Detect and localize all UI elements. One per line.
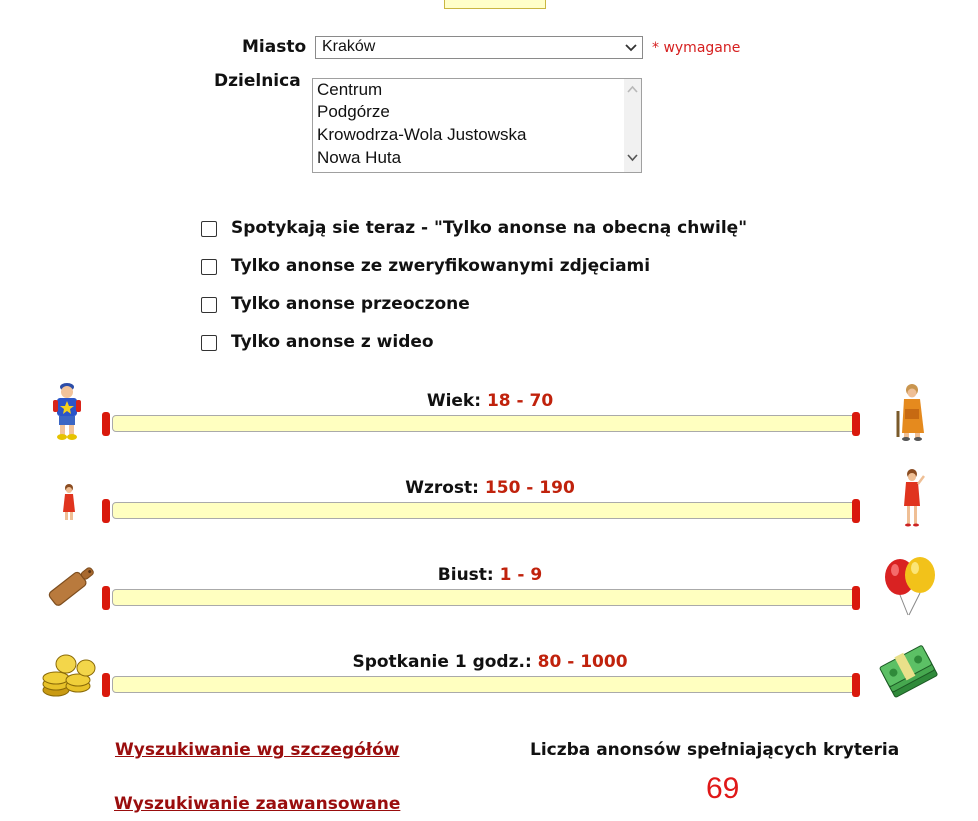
height-min-handle[interactable] (102, 499, 110, 523)
district-option[interactable]: Krowodrza-Wola Justowska (317, 125, 527, 144)
price-slider (0, 652, 978, 732)
age-track[interactable] (112, 415, 856, 432)
listbox-scrollbar[interactable] (624, 79, 641, 172)
city-label: Miasto (242, 37, 307, 57)
chevron-down-icon[interactable] (626, 153, 639, 163)
chevron-up-icon[interactable] (626, 84, 639, 94)
filter-missed-label[interactable]: Tylko anonse przeoczone (231, 294, 470, 314)
bust-slider (0, 565, 978, 645)
price-max-handle[interactable] (852, 673, 860, 697)
age-range-value: 18 - 70 (486, 391, 554, 411)
cutting-board-icon (40, 555, 100, 617)
advanced-search-link[interactable]: Wyszukiwanie zaawansowane (114, 794, 401, 814)
bust-min-handle[interactable] (102, 586, 110, 610)
filter-verified-label[interactable]: Tylko anonse ze zweryfikowanymi zdjęciami (231, 256, 651, 276)
city-selected-value: Kraków (322, 38, 376, 55)
bust-slider-title (100, 565, 880, 585)
district-option[interactable]: Podgórze (317, 102, 390, 121)
height-slider-title (100, 478, 880, 498)
price-range-value: 80 - 1000 (537, 652, 628, 672)
age-min-handle[interactable] (102, 412, 110, 436)
results-count-value: 69 (706, 772, 740, 805)
price-track[interactable] (112, 676, 856, 693)
filter-video-checkbox[interactable] (201, 335, 217, 351)
district-label: Dzielnica (214, 71, 301, 91)
price-min-handle[interactable] (102, 673, 110, 697)
results-count-title: Liczba anonsów spełniających kryteria (530, 740, 900, 760)
height-max-handle[interactable] (852, 499, 860, 523)
boy-icon (40, 381, 100, 443)
age-slider-title (100, 391, 880, 411)
bust-range-value: 1 - 9 (499, 565, 543, 585)
search-button-stub[interactable] (444, 0, 546, 9)
height-track[interactable] (112, 502, 856, 519)
height-range-value: 150 - 190 (484, 478, 575, 498)
district-option[interactable]: Nowa Huta (317, 148, 402, 167)
required-marker: * wymagane (652, 40, 741, 56)
balloons-icon (878, 555, 942, 617)
banknotes-icon (878, 642, 942, 704)
filter-missed-checkbox[interactable] (201, 297, 217, 313)
district-listbox[interactable] (312, 78, 642, 173)
tall-woman-icon (878, 468, 942, 530)
chevron-down-icon (624, 40, 638, 54)
filter-video-label[interactable]: Tylko anonse z wideo (231, 332, 434, 352)
bust-max-handle[interactable] (852, 586, 860, 610)
price-label: Spotkanie 1 godz.: (352, 652, 532, 672)
age-slider (0, 391, 978, 471)
bust-track[interactable] (112, 589, 856, 606)
height-label: Wzrost: (405, 478, 479, 498)
old-woman-icon (878, 381, 942, 443)
height-slider (0, 478, 978, 558)
price-slider-title (100, 652, 880, 672)
age-max-handle[interactable] (852, 412, 860, 436)
filter-verified-checkbox[interactable] (201, 259, 217, 275)
age-label: Wiek: (426, 391, 482, 411)
filter-now-label[interactable]: Spotykają sie teraz - "Tylko anonse na obecną chwilę" (231, 218, 748, 238)
details-search-link[interactable]: Wyszukiwanie wg szczegółów (115, 740, 400, 760)
city-select[interactable] (315, 36, 643, 59)
district-option[interactable]: Centrum (317, 80, 383, 99)
short-woman-icon (40, 468, 100, 530)
coins-icon (40, 642, 100, 704)
filter-now-checkbox[interactable] (201, 221, 217, 237)
bust-label: Biust: (437, 565, 494, 585)
